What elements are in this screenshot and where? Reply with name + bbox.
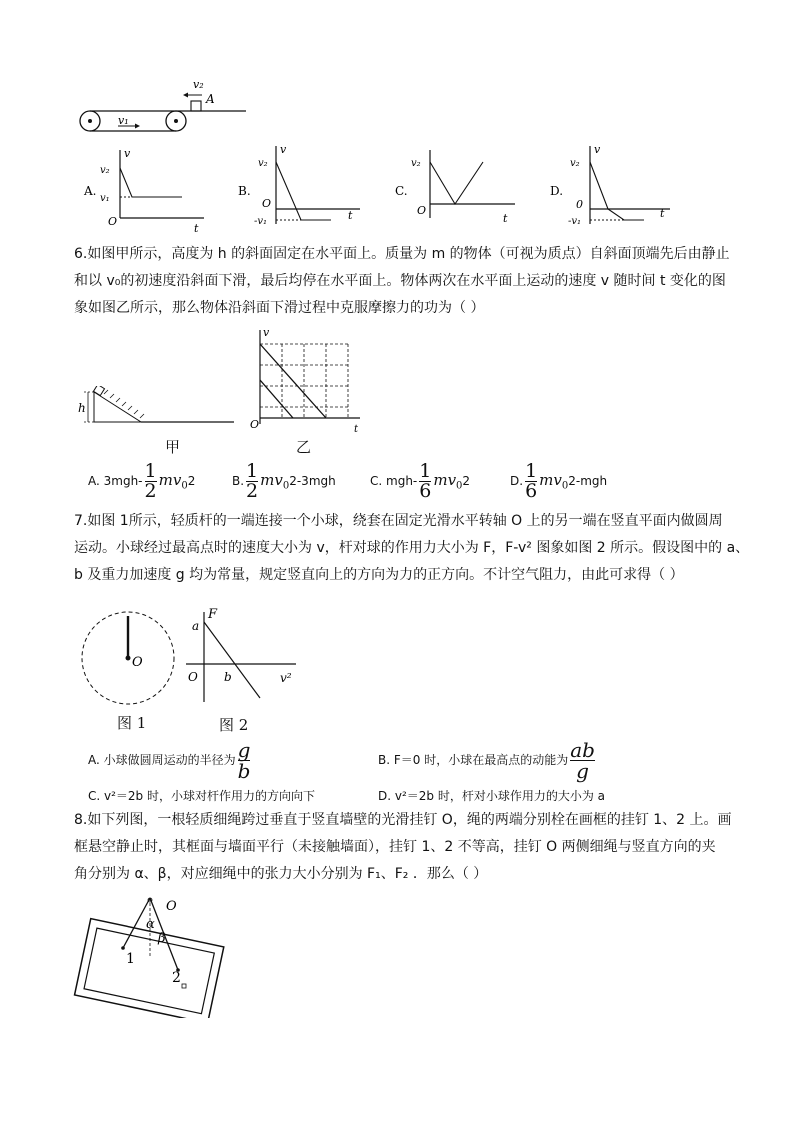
velocity-line — [430, 162, 483, 204]
question-6-text — [74, 241, 730, 322]
q7-option-d[interactable]: D. v²＝2b 时，杆对小球作用力的大小为 a — [378, 789, 606, 803]
axis-v-label: v — [594, 143, 601, 156]
conveyor-belt-figure — [78, 76, 248, 136]
q6-option-a[interactable]: A. 3mgh- $\frac{1}{2}$ $mv_02$ — [88, 460, 196, 502]
intercept-b-label: b — [224, 670, 232, 684]
v2-tick-label: v₂ — [100, 165, 110, 176]
axis-t-label: t — [354, 424, 359, 435]
neg-v1-tick-label: -v₁ — [254, 216, 268, 227]
q6-option-b[interactable]: B. $\frac{1}{2}$ $mv_02-3mgh$ — [232, 460, 336, 502]
belt-v1-label: v₁ — [118, 114, 129, 127]
q7-circle-figure — [80, 604, 180, 708]
option-label: A. — [84, 184, 97, 198]
axis-t-label: t — [194, 222, 199, 232]
q7-line-2: 运动。小球经过最高点时的速度大小为 v，杆对球的作用力大小为 F，F-v² 图象如图 2 所示。假设图中的 a、 — [74, 540, 750, 556]
q7-f-v2-graph — [184, 606, 300, 706]
q5-graph-d — [548, 142, 678, 232]
origin-label: O — [108, 215, 118, 228]
q7-line-3: b 及重力加速度 g 均为常量，规定竖直向上的方向为力的正方向。不计空气阻力，由此可求得（ ） — [74, 567, 684, 583]
block-a-label: A — [206, 92, 215, 106]
q5-graph-a — [82, 142, 212, 232]
q6-incline-figure — [76, 386, 236, 428]
angle-alpha-label: α — [146, 917, 155, 932]
pivot-o-label: O — [132, 655, 143, 670]
question-7-text — [74, 508, 750, 589]
q7-line-1: 7.如图 1所示，轻质杆的一端连接一个小球，绕套在固定光滑水平转轴 O 上的另一端在竖直平面内做圆周 — [74, 513, 723, 529]
axis-v-label: v — [124, 147, 131, 160]
axis-v-label: v — [263, 326, 270, 339]
q7-option-c[interactable]: C. v²＝2b 时，小球对杆作用力的方向向下 — [88, 789, 315, 803]
q5-graph-b — [236, 142, 366, 232]
q6-line-1: 6.如图甲所示，高度为 h 的斜面固定在水平面上。质量为 m 的物体（可视为质点）自斜面顶端先后由静止 — [74, 246, 730, 262]
angle-beta-label: β — [158, 931, 166, 946]
q8-line-3: 角分别为 α、β，对应细绳中的张力大小分别为 F₁、F₂ ．那么（ ） — [74, 866, 488, 882]
axis-f-label: F — [208, 607, 218, 622]
caption-figure-1: 图 1 — [117, 714, 147, 732]
block-a — [191, 101, 201, 111]
nail-1-label: 1 — [126, 951, 135, 967]
axis-v2-label: v² — [280, 671, 292, 685]
block — [93, 386, 104, 396]
f-line — [204, 622, 260, 698]
q8-picture-frame-figure — [70, 892, 230, 1018]
option-label: D. — [550, 184, 564, 198]
q6-vt-graph — [248, 324, 368, 436]
height-label: h — [78, 401, 86, 415]
velocity-line — [276, 162, 331, 220]
pivot — [126, 656, 131, 661]
q8-line-1: 8.如下列图，一根轻质细绳跨过垂直于竖直墙壁的光滑挂钉 O，绳的两端分别栓在画框的挂钉 1、2 上。画 — [74, 812, 732, 828]
q7-option-a[interactable]: A. 小球做圆周运动的半径为 $\frac{g}{b}$ — [88, 738, 251, 783]
origin-label: O — [250, 418, 260, 431]
belt-v2-label: v₂ — [193, 78, 204, 91]
option-label: C. — [395, 184, 408, 198]
nail-o-label: O — [166, 899, 177, 914]
intercept-a-label: a — [192, 619, 200, 633]
v2-tick-label: v₂ — [411, 158, 421, 169]
axis-t-label: t — [348, 209, 353, 222]
axis-t-label: t — [660, 207, 665, 220]
question-8-text — [74, 807, 732, 888]
option-label: B. — [238, 184, 251, 198]
velocity-line — [590, 162, 644, 220]
caption-figure-2: 图 2 — [219, 716, 249, 734]
q6-option-d[interactable]: D. $\frac{1}{6}$ $mv_02$-mgh — [510, 460, 608, 502]
origin-label: O — [417, 204, 427, 217]
caption-jia: 甲 — [165, 438, 181, 456]
q5-graph-c — [393, 142, 523, 232]
q7-option-b[interactable]: B. F＝0 时，小球在最高点的动能为 $\frac{ab}{g}$ — [378, 738, 595, 783]
q8-line-2: 框悬空静止时，其框面与墙面平行（未接触墙面），挂钉 1、2 不等高，挂钉 O 两侧细绳与竖直方向的夹 — [74, 839, 716, 855]
neg-v1-tick-label: -v₁ — [568, 216, 582, 227]
q6-line-3: 象如图乙所示，那么物体沿斜面下滑过程中克服摩擦力的功为（ ） — [74, 300, 485, 316]
v2-tick-label: v₂ — [570, 158, 580, 169]
q6-option-c[interactable]: C. mgh- $\frac{1}{6}$ $mv_02$ — [370, 460, 471, 502]
axis-t-label: t — [503, 212, 508, 225]
v1-tick-label: v₁ — [100, 193, 110, 204]
v2-tick-label: v₂ — [258, 158, 268, 169]
velocity-line — [120, 168, 182, 197]
axis-v-label: v — [431, 150, 432, 151]
origin-label: O — [262, 197, 272, 210]
caption-yi: 乙 — [296, 438, 312, 456]
axis-v-label: v — [280, 143, 287, 156]
origin-label: O — [188, 670, 198, 684]
nail-2-label: 2 — [172, 970, 181, 986]
origin-label: 0 — [576, 198, 583, 211]
q6-line-2: 和以 v₀的初速度沿斜面下滑，最后均停在水平面上。物体两次在水平面上运动的速度 v 随时间 t 变化的图 — [74, 273, 726, 289]
